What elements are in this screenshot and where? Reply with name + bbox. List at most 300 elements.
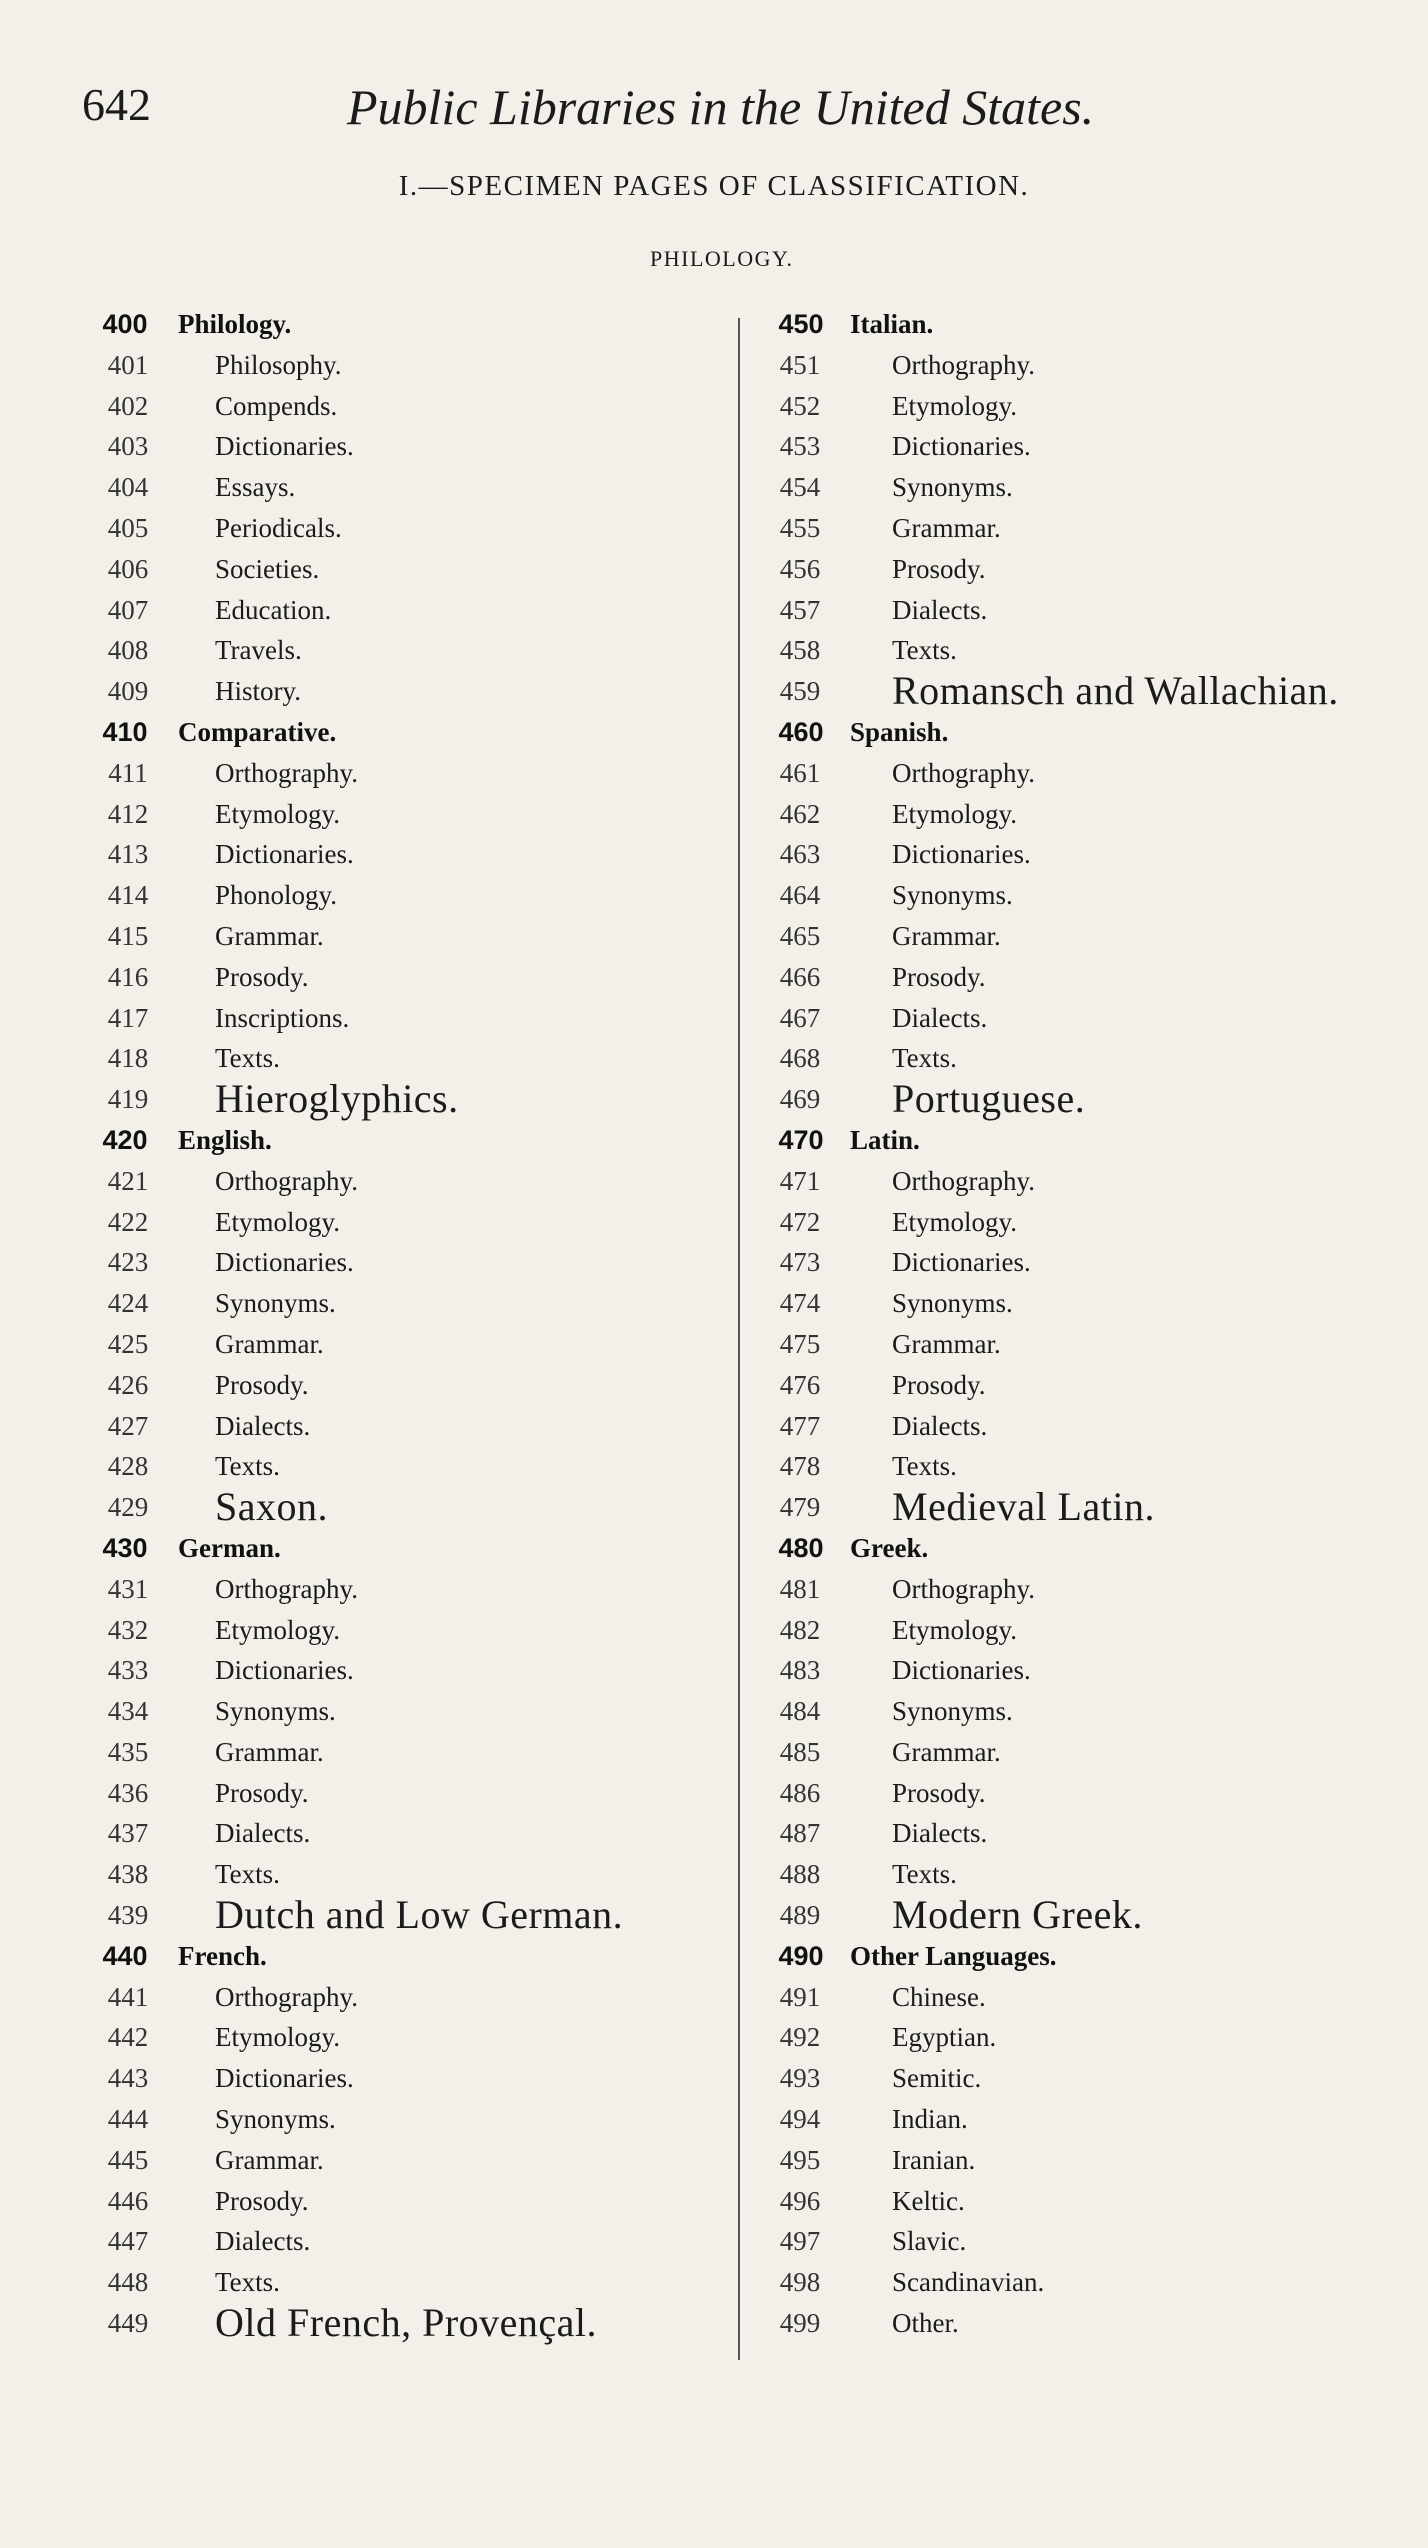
class-number: 473: [779, 1247, 821, 1278]
class-number: 439: [107, 1900, 149, 1931]
class-number: 477: [779, 1410, 821, 1441]
subsection-title: PHILOLOGY.: [650, 246, 794, 271]
class-number: 402: [107, 390, 149, 421]
class-label: Saxon.: [215, 1484, 328, 1530]
class-number: 421: [107, 1165, 149, 1196]
class-label: Orthography.: [892, 1573, 1035, 1604]
class-label: Philology.: [178, 309, 292, 339]
class-number: 474: [779, 1288, 821, 1319]
class-number: 461: [779, 757, 821, 788]
class-label: Spanish.: [850, 716, 949, 747]
class-row: [80, 1076, 740, 1122]
class-number: 466: [779, 961, 821, 992]
class-label: Dialects.: [215, 1818, 311, 1849]
class-row: [80, 630, 740, 671]
class-label: Keltic.: [892, 2185, 965, 2216]
class-heading-row: [80, 1528, 740, 1569]
class-number: 413: [107, 839, 149, 870]
class-label: Synonyms.: [892, 1696, 1013, 1727]
class-number: 409: [107, 676, 149, 707]
page-header: [82, 78, 1142, 138]
class-row: [760, 630, 1420, 671]
page-number: 642: [82, 79, 151, 130]
class-label: Prosody.: [892, 1369, 986, 1400]
class-label: Prosody.: [892, 1777, 986, 1808]
class-row: [760, 1773, 1420, 1814]
class-row: [760, 1977, 1420, 2018]
class-label: Orthography.: [215, 1165, 358, 1196]
class-row: [80, 1161, 740, 1202]
class-label: Dictionaries.: [892, 1655, 1031, 1686]
class-label: Grammar.: [215, 920, 324, 951]
class-number: 498: [779, 2267, 821, 2298]
class-label: Texts.: [215, 1859, 280, 1890]
class-label: Texts.: [892, 1859, 957, 1890]
class-number: 494: [779, 2104, 821, 2135]
class-row: [80, 1038, 740, 1079]
class-label: Orthography.: [215, 1981, 358, 2012]
class-number: 427: [107, 1410, 149, 1441]
class-label: Texts.: [892, 635, 957, 666]
class-label: Egyptian.: [892, 2022, 997, 2053]
class-label: Romansch and Wallachian.: [892, 668, 1339, 714]
class-label: Prosody.: [215, 2185, 309, 2216]
class-label: Grammar.: [892, 1328, 1001, 1359]
class-row: [80, 1773, 740, 1814]
class-label: Grammar.: [215, 1328, 324, 1359]
class-number: 419: [107, 1084, 149, 1115]
class-row: [760, 916, 1420, 957]
class-row: [80, 1242, 740, 1283]
class-number: 407: [107, 594, 149, 625]
class-number: 479: [779, 1492, 821, 1523]
class-number: 400: [102, 309, 148, 339]
class-number: 416: [107, 961, 149, 992]
class-label: English.: [178, 1124, 272, 1155]
class-row: [760, 1446, 1420, 1487]
class-number: 492: [779, 2022, 821, 2053]
class-number: 401: [107, 349, 149, 380]
class-number: 415: [107, 920, 149, 951]
class-label: Synonyms.: [215, 1696, 336, 1727]
class-row: [80, 2262, 740, 2303]
class-row: [760, 1732, 1420, 1773]
class-row: [760, 1854, 1420, 1895]
class-row: [760, 1892, 1420, 1938]
class-label: Etymology.: [215, 2022, 340, 2053]
class-row: [760, 345, 1420, 386]
class-label: Texts.: [215, 1451, 280, 1482]
class-row: [760, 957, 1420, 998]
class-number: 485: [779, 1736, 821, 1767]
class-row: [80, 834, 740, 875]
class-label: Dialects.: [892, 1818, 988, 1849]
class-label: Texts.: [215, 1043, 280, 1074]
class-number: 406: [107, 553, 149, 584]
class-number: 482: [779, 1614, 821, 1645]
class-number: 446: [107, 2185, 149, 2216]
class-number: 465: [779, 920, 821, 951]
class-number: 495: [779, 2144, 821, 2175]
class-number: 499: [779, 2308, 821, 2339]
class-number: 443: [107, 2063, 149, 2094]
class-row: [760, 875, 1420, 916]
class-number: 436: [107, 1777, 149, 1808]
class-label: Compends.: [215, 390, 338, 421]
class-row: [80, 508, 740, 549]
class-number: 428: [107, 1451, 149, 1482]
class-label: Dialects.: [892, 594, 988, 625]
class-number: 457: [779, 594, 821, 625]
class-label: Dictionaries.: [215, 431, 354, 462]
class-number: 469: [779, 1084, 821, 1115]
class-number: 488: [779, 1859, 821, 1890]
class-number: 496: [779, 2185, 821, 2216]
class-row: [760, 2058, 1420, 2099]
class-row: [760, 1610, 1420, 1651]
class-number: 417: [107, 1002, 149, 1033]
class-label: Semitic.: [892, 2063, 982, 2094]
class-number: 405: [107, 512, 149, 543]
class-label: Old French, Provençal.: [215, 2300, 598, 2346]
class-number: 468: [779, 1043, 821, 1074]
class-label: Etymology.: [892, 1206, 1017, 1237]
class-row: [80, 1732, 740, 1773]
class-row: [760, 1283, 1420, 1324]
class-row: [80, 1202, 740, 1243]
class-row: [80, 386, 740, 427]
class-number: 423: [107, 1247, 149, 1278]
class-label: Dialects.: [215, 1410, 311, 1441]
class-heading-row: [760, 304, 1420, 345]
class-row: [80, 2017, 740, 2058]
class-label: Other.: [892, 2308, 959, 2339]
class-number: 476: [779, 1369, 821, 1400]
class-number: 418: [107, 1043, 149, 1074]
class-row: [80, 1365, 740, 1406]
class-row: [80, 1813, 740, 1854]
class-row: [80, 549, 740, 590]
class-row: [80, 1446, 740, 1487]
class-label: French.: [178, 1940, 267, 1971]
class-row: [760, 2221, 1420, 2262]
class-label: Travels.: [215, 635, 302, 666]
class-number: 455: [779, 512, 821, 543]
class-row: [760, 794, 1420, 835]
class-label: Dictionaries.: [215, 1655, 354, 1686]
class-label: Prosody.: [892, 961, 986, 992]
class-label: Greek.: [850, 1532, 929, 1563]
class-number: 437: [107, 1818, 149, 1849]
class-label: Hieroglyphics.: [215, 1076, 459, 1122]
class-number: 450: [778, 309, 824, 339]
class-row: [760, 426, 1420, 467]
class-row: [760, 467, 1420, 508]
running-title: Public Libraries in the United States.: [347, 79, 1095, 135]
class-number: 429: [107, 1492, 149, 1523]
class-row: [760, 1484, 1420, 1530]
class-number: 462: [779, 798, 821, 829]
class-number: 490: [778, 1940, 824, 1971]
class-heading-row: [760, 1528, 1420, 1569]
class-row: [760, 834, 1420, 875]
class-number: 453: [779, 431, 821, 462]
class-label: Orthography.: [892, 349, 1035, 380]
class-row: [760, 2140, 1420, 2181]
class-row: [760, 1202, 1420, 1243]
class-number: 404: [107, 472, 149, 503]
class-number: 445: [107, 2144, 149, 2175]
class-label: Iranian.: [892, 2144, 976, 2175]
class-row: [80, 957, 740, 998]
class-row: [80, 590, 740, 631]
class-label: Phonology.: [215, 880, 338, 911]
class-row: [760, 1650, 1420, 1691]
class-row: [80, 753, 740, 794]
class-label: Orthography.: [215, 1573, 358, 1604]
class-number: 449: [107, 2308, 149, 2339]
class-label: Texts.: [892, 1451, 957, 1482]
class-number: 471: [779, 1165, 821, 1196]
class-label: Prosody.: [215, 1369, 309, 1400]
class-number: 491: [779, 1981, 821, 2012]
class-number: 497: [779, 2226, 821, 2257]
class-number: 489: [779, 1900, 821, 1931]
class-label: Dictionaries.: [215, 2063, 354, 2094]
class-label: Synonyms.: [892, 1288, 1013, 1319]
class-heading-row: [760, 1120, 1420, 1161]
class-number: 475: [779, 1328, 821, 1359]
class-row: [760, 1406, 1420, 1447]
class-label: Italian.: [850, 309, 934, 339]
class-label: Etymology.: [215, 1206, 340, 1237]
class-row: [760, 386, 1420, 427]
class-number: 426: [107, 1369, 149, 1400]
class-row: [760, 1242, 1420, 1283]
class-row: [80, 1324, 740, 1365]
class-row: [80, 1977, 740, 2018]
class-label: Chinese.: [892, 1981, 986, 2012]
class-row: [80, 345, 740, 386]
class-row: [80, 467, 740, 508]
class-number: 441: [107, 1981, 149, 2012]
class-label: Dutch and Low German.: [215, 1892, 624, 1938]
class-row: [760, 1324, 1420, 1365]
class-label: Scandinavian.: [892, 2267, 1045, 2298]
class-label: Texts.: [215, 2267, 280, 2298]
class-row: [760, 1691, 1420, 1732]
class-row: [80, 1854, 740, 1895]
class-number: 408: [107, 635, 149, 666]
class-heading-row: [80, 1120, 740, 1161]
class-number: 425: [107, 1328, 149, 1359]
class-label: Grammar.: [892, 512, 1001, 543]
class-row: [760, 2262, 1420, 2303]
class-label: Etymology.: [892, 798, 1017, 829]
class-label: Dialects.: [892, 1410, 988, 1441]
class-row: [80, 1569, 740, 1610]
class-label: Societies.: [215, 553, 320, 584]
class-number: 451: [779, 349, 821, 380]
class-row: [80, 426, 740, 467]
class-number: 420: [102, 1124, 148, 1155]
class-number: 444: [107, 2104, 149, 2135]
class-row: [80, 2058, 740, 2099]
class-label: Prosody.: [215, 1777, 309, 1808]
class-number: 435: [107, 1736, 149, 1767]
class-label: Indian.: [892, 2104, 968, 2135]
class-row: [80, 1283, 740, 1324]
class-row: [760, 2017, 1420, 2058]
class-label: Medieval Latin.: [892, 1484, 1155, 1530]
class-number: 478: [779, 1451, 821, 1482]
class-label: German.: [178, 1532, 281, 1563]
class-label: Grammar.: [892, 1736, 1001, 1767]
class-row: [760, 590, 1420, 631]
class-number: 424: [107, 1288, 149, 1319]
class-number: 414: [107, 880, 149, 911]
class-label: Etymology.: [892, 390, 1017, 421]
class-number: 463: [779, 839, 821, 870]
class-number: 410: [102, 716, 148, 747]
class-row: [80, 998, 740, 1039]
class-label: Portuguese.: [892, 1076, 1086, 1122]
class-number: 442: [107, 2022, 149, 2053]
class-number: 403: [107, 431, 149, 462]
class-row: [80, 2221, 740, 2262]
class-row: [80, 2099, 740, 2140]
class-row: [80, 1484, 740, 1530]
class-number: 483: [779, 1655, 821, 1686]
class-label: Periodicals.: [215, 512, 342, 543]
class-label: Synonyms.: [215, 2104, 336, 2135]
class-number: 458: [779, 635, 821, 666]
class-number: 430: [102, 1532, 148, 1563]
class-number: 470: [778, 1124, 824, 1155]
class-label: Other Languages.: [850, 1940, 1057, 1971]
class-row: [80, 2300, 740, 2346]
class-heading-row: [760, 1936, 1420, 1977]
class-heading-row: [760, 712, 1420, 753]
class-number: 411: [108, 757, 148, 788]
class-number: 448: [107, 2267, 149, 2298]
class-number: 454: [779, 472, 821, 503]
class-heading-row: [80, 304, 740, 345]
class-label: Dialects.: [892, 1002, 988, 1033]
class-label: Orthography.: [215, 757, 358, 788]
class-row: [80, 2140, 740, 2181]
class-label: Essays.: [215, 472, 296, 503]
class-number: 459: [779, 676, 821, 707]
class-label: Dictionaries.: [215, 1247, 354, 1278]
class-number: 467: [779, 1002, 821, 1033]
left-column: [80, 304, 740, 2344]
class-row: [760, 1161, 1420, 1202]
class-label: Prosody.: [892, 553, 986, 584]
class-number: 422: [107, 1206, 149, 1237]
class-number: 412: [107, 798, 149, 829]
class-label: Dictionaries.: [892, 1247, 1031, 1278]
class-number: 432: [107, 1614, 149, 1645]
class-label: Dictionaries.: [215, 839, 354, 870]
class-label: Grammar.: [215, 1736, 324, 1767]
class-label: Education.: [215, 594, 332, 625]
class-row: [80, 1610, 740, 1651]
class-number: 481: [779, 1573, 821, 1604]
class-row: [760, 508, 1420, 549]
class-row: [80, 2181, 740, 2222]
class-label: Synonyms.: [892, 880, 1013, 911]
class-label: Orthography.: [892, 757, 1035, 788]
class-number: 431: [107, 1573, 149, 1604]
class-number: 447: [107, 2226, 149, 2257]
class-number: 434: [107, 1696, 149, 1727]
class-label: Etymology.: [892, 1614, 1017, 1645]
class-label: Orthography.: [892, 1165, 1035, 1196]
class-label: Dictionaries.: [892, 431, 1031, 462]
class-number: 440: [102, 1940, 148, 1971]
class-heading-row: [80, 712, 740, 753]
class-row: [80, 671, 740, 712]
class-row: [760, 2303, 1420, 2344]
section-title: I.—SPECIMEN PAGES OF CLASSIFICATION.: [398, 170, 1030, 202]
class-number: 484: [779, 1696, 821, 1727]
class-number: 438: [107, 1859, 149, 1890]
class-row: [760, 2099, 1420, 2140]
class-label: Grammar.: [215, 2144, 324, 2175]
class-number: 460: [778, 716, 824, 747]
class-number: 433: [107, 1655, 149, 1686]
class-label: Dialects.: [215, 2226, 311, 2257]
class-number: 452: [779, 390, 821, 421]
class-label: Synonyms.: [215, 1288, 336, 1319]
class-row: [80, 794, 740, 835]
class-label: Modern Greek.: [892, 1892, 1143, 1938]
class-number: 464: [779, 880, 821, 911]
class-row: [80, 1406, 740, 1447]
class-number: 486: [779, 1777, 821, 1808]
class-label: Texts.: [892, 1043, 957, 1074]
class-label: Comparative.: [178, 716, 337, 747]
class-row: [760, 1365, 1420, 1406]
class-row: [760, 1076, 1420, 1122]
class-number: 487: [779, 1818, 821, 1849]
class-label: Slavic.: [892, 2226, 967, 2257]
class-label: Grammar.: [892, 920, 1001, 951]
class-label: Synonyms.: [892, 472, 1013, 503]
class-row: [80, 875, 740, 916]
class-row: [80, 916, 740, 957]
class-label: Dictionaries.: [892, 839, 1031, 870]
class-row: [80, 1892, 740, 1938]
class-row: [80, 1650, 740, 1691]
class-row: [760, 1038, 1420, 1079]
class-row: [760, 998, 1420, 1039]
class-number: 456: [779, 553, 821, 584]
class-number: 480: [778, 1532, 824, 1563]
class-row: [760, 1813, 1420, 1854]
class-label: Philosophy.: [215, 349, 342, 380]
class-label: Latin.: [850, 1124, 920, 1155]
class-row: [760, 753, 1420, 794]
class-label: Etymology.: [215, 798, 340, 829]
class-row: [760, 668, 1420, 714]
class-row: [760, 2181, 1420, 2222]
class-row: [760, 549, 1420, 590]
class-row: [760, 1569, 1420, 1610]
class-label: History.: [215, 676, 301, 707]
class-row: [80, 1691, 740, 1732]
